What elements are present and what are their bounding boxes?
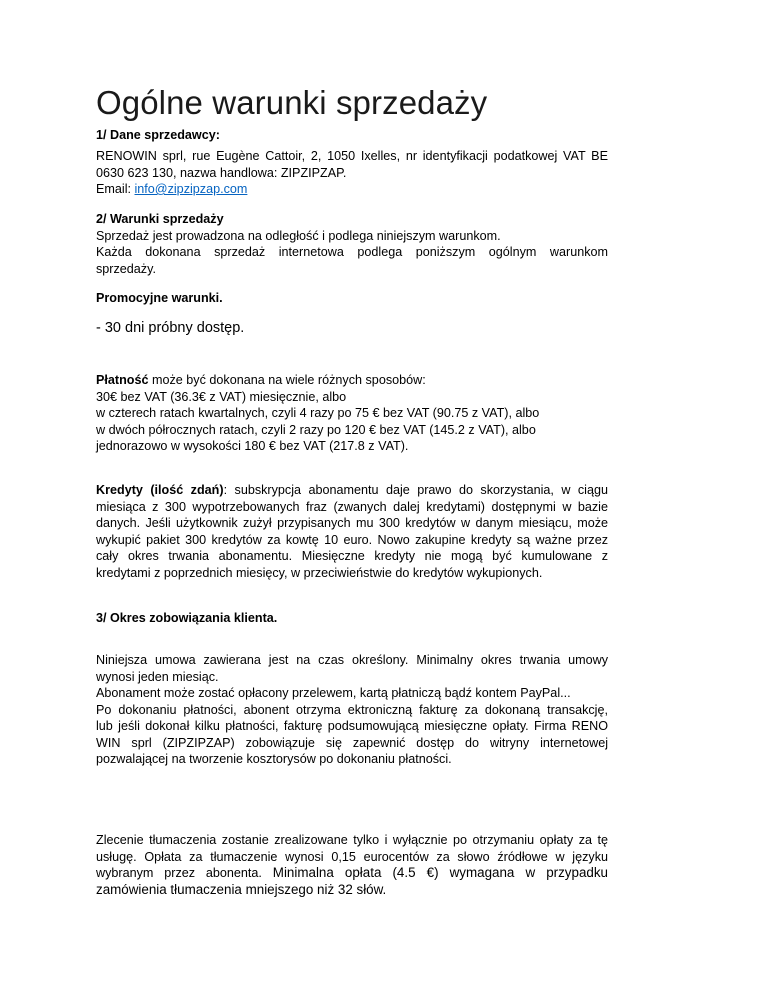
- payment-line-1: [96, 372, 608, 389]
- commitment-section: [96, 652, 608, 768]
- seller-line-1: RENOWIN sprl, rue Eugène Cattoir, 2, 1050 Ixelles, nr identyfikacji podatkowej VAT BE: [96, 149, 608, 163]
- translation-line-2: usługę. Opłata za tłumaczenie wynosi 0,15 eurocentów za słowo źródłowe w języku: [96, 849, 608, 864]
- commitment-line-1: Niniejsza umowa zawierana jest na czas określony. Minimalny okres trwania umowy: [96, 653, 608, 667]
- conditions-section: [96, 211, 608, 277]
- translation-line-3b: Minimalna opłata (4.5 €) wymagana w przypadku: [272, 865, 608, 880]
- commitment-line-3: Abonament może zostać opłacony przelewem, kartą płatniczą bądź kontem PayPal...: [96, 686, 571, 700]
- credits-line-1: [96, 482, 608, 499]
- payment-line-2: 30€ bez VAT (36.3€ z VAT) miesięcznie, albo: [96, 389, 347, 404]
- payment-line-1-rest: może być dokonana na wiele różnych sposobów:: [148, 373, 426, 387]
- credits-line-2: miesiąca z 300 wypotrzebowanych fraz (zwanych dalej kredytami) dostępnymi w bazie: [96, 499, 608, 514]
- conditions-line-3: sprzedaży.: [96, 261, 156, 276]
- payment-line-3: w czterech ratach kwartalnych, czyli 4 razy po 75 € bez VAT (90.75 z VAT), albo: [96, 406, 540, 420]
- page-title: Ogólne warunki sprzedaży: [96, 84, 488, 121]
- credits-section: [96, 482, 608, 581]
- commitment-heading: 3/ Okres zobowiązania klienta.: [96, 611, 278, 625]
- seller-heading: 1/ Dane sprzedawcy:: [96, 128, 220, 142]
- seller-email-row: [96, 181, 608, 198]
- translation-line-1: Zlecenie tłumaczenia zostanie zrealizowane tylko i wyłącznie po otrzymaniu opłaty za tę: [96, 833, 608, 847]
- conditions-line-1: Sprzedaż jest prowadzona na odległość i podlega niniejszym warunkom.: [96, 228, 501, 243]
- translation-section: [96, 832, 608, 898]
- promo-item: - 30 dni próbny dostęp.: [96, 320, 245, 336]
- seller-details: [96, 148, 608, 198]
- payment-line-5: jednorazowo w wysokości 180 € bez VAT (217.8 z VAT).: [96, 439, 409, 453]
- translation-line-4: zamówienia tłumaczenia mniejszego niż 32 słów.: [96, 881, 387, 897]
- credits-line-3: danych. Jeśli użytkownik zużył przypisanych mu 300 kredytów w danym miesiącu, może: [96, 516, 608, 530]
- promo-list: [96, 319, 608, 337]
- payment-section: [96, 372, 608, 455]
- conditions-heading: 2/ Warunki sprzedaży: [96, 212, 224, 226]
- payment-line-4: w dwóch półrocznych ratach, czyli 2 razy po 120 € bez VAT (145.2 z VAT), albo: [96, 422, 536, 437]
- payment-term: Płatność: [96, 373, 149, 387]
- translation-line-3: [96, 865, 608, 882]
- commitment-line-6: WIN sprl (ZIPZIPZAP) zobowiązuje się zapewnić dostęp do witryny internetowej: [96, 735, 608, 750]
- seller-email-link[interactable]: info@zipzipzap.com: [134, 182, 248, 196]
- promo-section: [96, 290, 608, 307]
- credits-line-1-rest: : subskrypcja abonamentu daje prawo do skorzystania, w ciągu: [223, 483, 608, 497]
- commitment-line-4: Po dokonaniu płatności, abonent otrzyma ektroniczną fakturę za dokonaną transakcję,: [96, 702, 608, 717]
- commitment-heading-block: [96, 610, 608, 627]
- promo-heading: Promocyjne warunki.: [96, 291, 223, 305]
- seller-line-2: 0630 623 130, nazwa handlowa: ZIPZIPZAP.: [96, 165, 347, 180]
- credits-line-6: kredytami z poprzednich miesięcy, w przeciwieństwie do kredytów wykupionych.: [96, 565, 543, 580]
- credits-line-4: wykupić pakiet 300 kredytów za kowtę 10 euro. Nowo zakupine kredyty są ważne przez: [96, 532, 608, 547]
- seller-section: [96, 127, 608, 144]
- credits-line-5: cały okres trwania abonamentu. Miesięczne kredyty nie mogą być kumulowane z: [96, 549, 608, 563]
- commitment-line-2: wynosi jeden miesiąc.: [96, 669, 219, 684]
- commitment-line-5: lub jeśli dokonał kilku płatności, fakturę podsumowującą miesięczne opłaty. Firma RENO: [96, 719, 608, 733]
- translation-line-3a: wybranym przez abonenta.: [96, 866, 273, 880]
- commitment-line-7: pozwalającej na tworzenie kosztorysów po dokonaniu płatności.: [96, 752, 452, 766]
- conditions-line-2: Każda dokonana sprzedaż internetowa podlega poniższym ogólnym warunkom: [96, 245, 608, 259]
- seller-email-label: Email:: [96, 182, 135, 196]
- credits-term: Kredyty (ilość zdań): [96, 483, 224, 497]
